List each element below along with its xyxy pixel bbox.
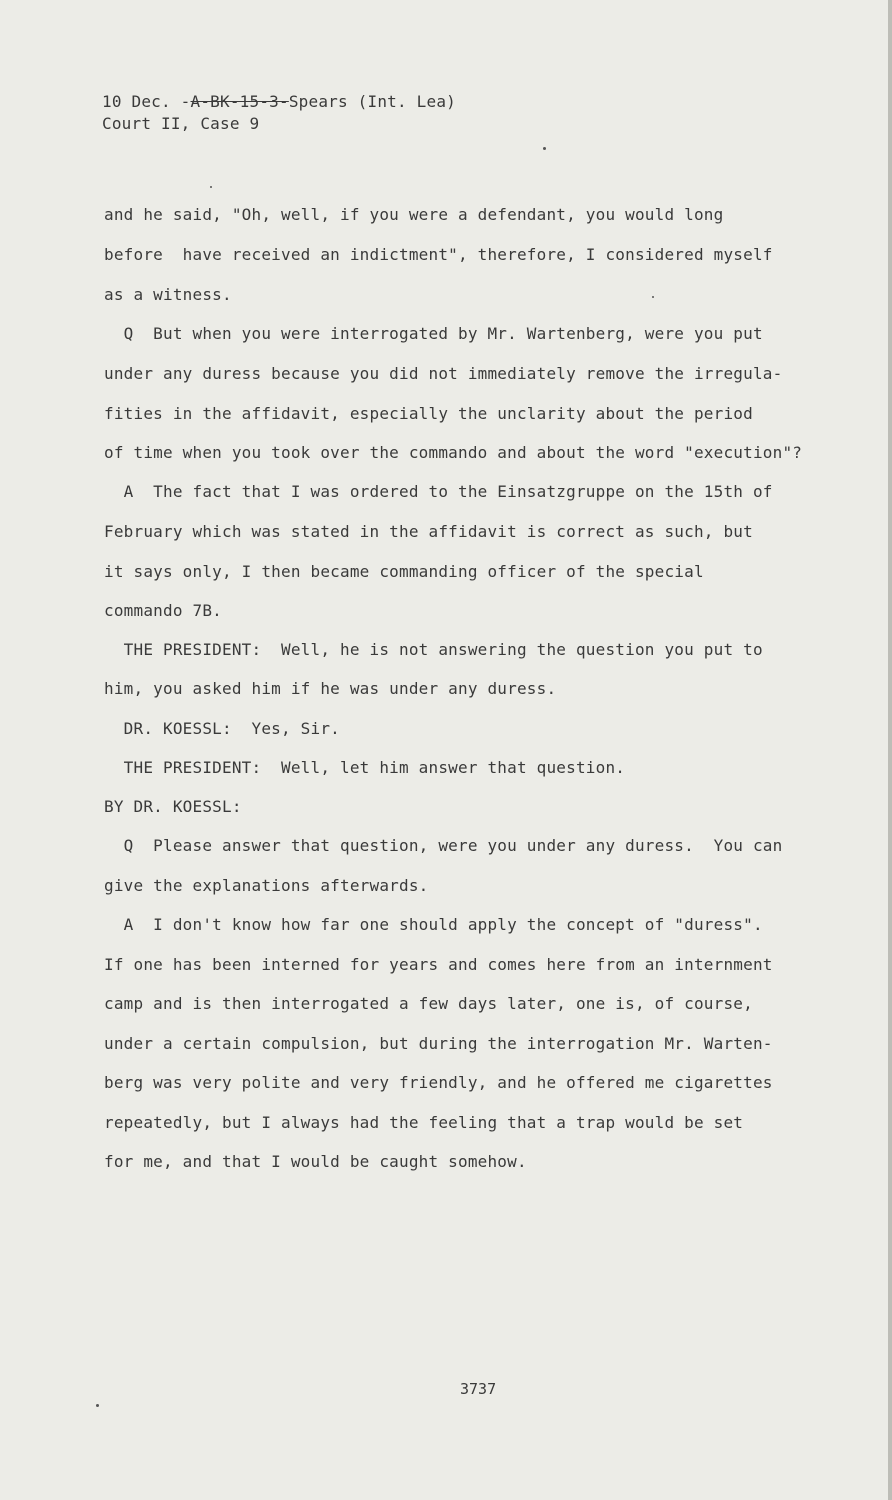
body-line: BY DR. KOESSL: <box>104 797 242 816</box>
body-line: A I don't know how far one should apply the concept of "duress". <box>104 915 763 934</box>
body-line: February which was stated in the affidavit is correct as such, but <box>104 522 753 541</box>
body-line: THE PRESIDENT: Well, let him answer that question. <box>104 758 626 777</box>
body-line: Q But when you were interrogated by Mr. Wartenberg, were you put <box>104 324 763 343</box>
body-line: fities in the affidavit, especially the unclarity about the period <box>104 404 753 423</box>
body-line: berg was very polite and very friendly, and he offered me cigarettes <box>104 1073 773 1092</box>
body-line: repeatedly, but I always had the feeling that a trap would be set <box>104 1113 744 1132</box>
page-number: 3737 <box>460 1380 497 1398</box>
header-interpreter: Spears (Int. Lea) <box>288 92 456 111</box>
paper-speck <box>652 296 654 298</box>
body-line: A The fact that I was ordered to the Einsatzgruppe on the 15th of <box>104 482 773 501</box>
body-line: If one has been interned for years and comes here from an internment <box>104 955 773 974</box>
body-line: it says only, I then became commanding officer of the special <box>104 562 704 581</box>
body-line: commando 7B. <box>104 601 222 620</box>
body-line: under any duress because you did not immediately remove the irregula- <box>104 364 783 383</box>
body-line: Q Please answer that question, were you under any duress. You can <box>104 836 783 855</box>
body-line: THE PRESIDENT: Well, he is not answering the question you put to <box>104 640 763 659</box>
paper-speck <box>543 147 546 150</box>
body-line: before have received an indictment", therefore, I considered myself <box>104 245 773 264</box>
paper-speck <box>96 1404 99 1407</box>
header-date: 10 Dec. - <box>102 92 191 111</box>
header-court-line: Court II, Case 9 <box>102 114 260 133</box>
body-line: him, you asked him if he was under any duress. <box>104 679 557 698</box>
body-line: under a certain compulsion, but during the interrogation Mr. Warten- <box>104 1034 773 1053</box>
body-line: camp and is then interrogated a few days later, one is, of course, <box>104 994 753 1013</box>
body-line: give the explanations afterwards. <box>104 876 429 895</box>
paper-speck <box>210 186 212 188</box>
body-line: and he said, "Oh, well, if you were a defendant, you would long <box>104 205 724 224</box>
header-session-line <box>102 92 456 111</box>
header-struck-code: A-BK-15-3- <box>190 92 289 111</box>
body-line: for me, and that I would be caught somehow. <box>104 1152 527 1171</box>
body-line: of time when you took over the commando and about the word "execution"? <box>104 443 803 462</box>
body-line: DR. KOESSL: Yes, Sir. <box>104 719 340 738</box>
body-line: as a witness. <box>104 285 232 304</box>
